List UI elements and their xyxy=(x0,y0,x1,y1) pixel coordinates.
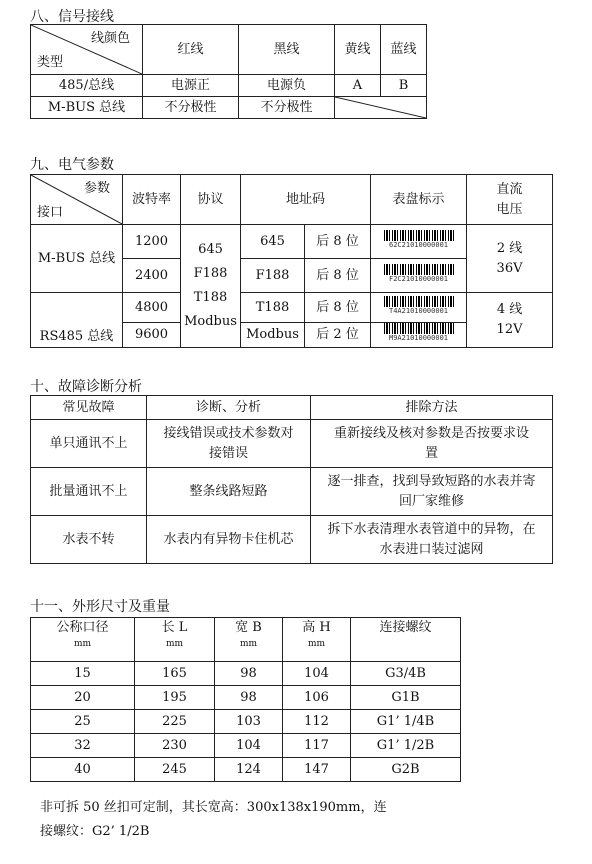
table-cell: Modbus xyxy=(241,323,305,348)
table-cell: F188 xyxy=(241,259,305,293)
text-line: 水表进口装过滤网 xyxy=(379,541,484,557)
table-cell: 9600 xyxy=(123,323,181,348)
table-cell: 32 xyxy=(31,734,135,758)
table-cell: 245 xyxy=(135,758,215,782)
interface-cell: RS485 总线 xyxy=(31,293,123,348)
protocol-cell xyxy=(181,225,241,348)
interface-cell: M-BUS 总线 xyxy=(31,225,123,293)
header-cell: 蓝线 xyxy=(381,25,427,75)
voltage-line: 2 线 xyxy=(496,241,523,256)
voltage-line: 36V xyxy=(496,260,523,276)
header-cell xyxy=(283,618,351,662)
header-cell: 常见故障 xyxy=(31,396,147,420)
barcode-number: T4A21010000001 xyxy=(389,306,449,315)
table-cell: 124 xyxy=(215,758,283,782)
text-line: 接错误 xyxy=(208,445,248,461)
header-cell: 波特率 xyxy=(123,175,181,225)
corner-bottom-label: 接口 xyxy=(37,204,64,220)
header-cell: 诊断、分析 xyxy=(147,396,311,420)
section-10-title: 十、故障诊断分析 xyxy=(30,379,142,395)
solution-cell xyxy=(311,420,553,468)
text-line: 重新接线及核对参数是否按要求设 xyxy=(333,426,529,441)
voltage-line: 12V xyxy=(496,321,523,337)
barcode-cell xyxy=(371,293,467,323)
protocol-item: 645 xyxy=(198,241,223,257)
barcode-cell xyxy=(371,323,467,348)
table-cell: 后 8 位 xyxy=(305,259,371,293)
table-cell: G1B xyxy=(351,686,461,710)
unit-label: mm xyxy=(165,638,184,649)
table-cell: G1’ 1/4B xyxy=(351,710,461,734)
header-cell xyxy=(467,175,553,225)
header-cell: 排除方法 xyxy=(311,396,553,420)
corner-top-label: 参数 xyxy=(83,181,110,196)
table-cell: A xyxy=(335,75,381,97)
diagnosis-cell: 整条线路短路 xyxy=(147,468,311,516)
table-cell: 后 2 位 xyxy=(305,323,371,348)
barcode-number: F2C21010000001 xyxy=(389,274,449,283)
table-cell: 后 8 位 xyxy=(305,225,371,259)
barcode-number: 62C21010000001 xyxy=(389,240,449,249)
header-cell: 红线 xyxy=(143,25,239,75)
table-cell: 电源负 xyxy=(239,75,335,97)
table-cell: 15 xyxy=(31,662,135,686)
table-cell: 20 xyxy=(31,686,135,710)
barcode-icon xyxy=(382,296,456,316)
header-line: 电压 xyxy=(496,201,523,217)
table-cell: T188 xyxy=(241,293,305,323)
diagnosis-cell: 水表内有异物卡住机芯 xyxy=(147,516,311,564)
table-cell: 后 8 位 xyxy=(305,293,371,323)
table-cell: 40 xyxy=(31,758,135,782)
table-cell: 104 xyxy=(283,662,351,686)
header-cell: 协议 xyxy=(181,175,241,225)
solution-cell xyxy=(311,516,553,564)
text-line: 接线错误或技术参数对 xyxy=(163,426,294,441)
table-cell: 112 xyxy=(283,710,351,734)
barcode-icon xyxy=(382,264,456,284)
header-line: 直流 xyxy=(496,182,523,197)
table-cell: 230 xyxy=(135,734,215,758)
table-cell: G1’ 1/2B xyxy=(351,734,461,758)
barcode-icon xyxy=(382,323,456,343)
header-cell: 地址码 xyxy=(241,175,371,225)
table-cell: G3/4B xyxy=(351,662,461,686)
table-cell: 645 xyxy=(241,225,305,259)
header-cell xyxy=(31,618,135,662)
unit-label: mm xyxy=(239,638,258,649)
electrical-params-table xyxy=(30,174,553,348)
corner-bottom-label: 类型 xyxy=(37,54,64,70)
protocol-item: F188 xyxy=(193,265,228,281)
unit-label: mm xyxy=(307,638,326,649)
table-cell: 电源正 xyxy=(143,75,239,97)
table-cell: 2400 xyxy=(123,259,181,293)
header-cell xyxy=(215,618,283,662)
voltage-cell xyxy=(467,293,553,348)
solution-cell xyxy=(311,468,553,516)
custom-size-note-cont: 接螺纹：G2’ 1/2B xyxy=(40,824,150,839)
protocol-item: Modbus xyxy=(184,313,237,329)
table-cell: 195 xyxy=(135,686,215,710)
header-cell: 连接螺纹 xyxy=(351,618,461,662)
table-cell: 165 xyxy=(135,662,215,686)
table-cell: 103 xyxy=(215,710,283,734)
table-cell: 98 xyxy=(215,686,283,710)
header-cell xyxy=(135,618,215,662)
header-label: 公称口径 xyxy=(56,620,109,635)
text-line: 回厂家维修 xyxy=(398,493,464,509)
text-line: 拆下水表清理水表管道中的异物，在 xyxy=(327,522,536,537)
table-corner-cell xyxy=(31,175,123,225)
voltage-line: 4 线 xyxy=(496,302,523,318)
fault-cell: 批量通讯不上 xyxy=(31,468,147,516)
header-cell: 黑线 xyxy=(239,25,335,75)
table-cell: 25 xyxy=(31,710,135,734)
table-cell: 104 xyxy=(215,734,283,758)
table-cell: 1200 xyxy=(123,225,181,259)
diagnosis-cell xyxy=(147,420,311,468)
text-line: 置 xyxy=(424,445,438,461)
table-cell: G2B xyxy=(351,758,461,782)
section-9-title: 九、电气参数 xyxy=(30,157,114,173)
table-cell: B xyxy=(381,75,427,97)
protocol-item: T188 xyxy=(193,289,228,305)
section-11-title: 十一、外形尺寸及重量 xyxy=(30,599,170,615)
table-cell: 225 xyxy=(135,710,215,734)
custom-size-note: 非可拆 50 丝扣可定制，其长宽高：300x138x190mm，连 xyxy=(40,800,387,815)
table-cell: M-BUS 总线 xyxy=(31,97,143,119)
table-cell: 不分极性 xyxy=(143,97,239,119)
header-cell: 黄线 xyxy=(335,25,381,75)
corner-top-label: 线颜色 xyxy=(90,31,130,46)
barcode-cell xyxy=(371,225,467,259)
header-label: 宽 B xyxy=(235,620,262,635)
empty-diagonal-cell xyxy=(335,97,427,119)
section-8-title: 八、信号接线 xyxy=(30,9,114,25)
dimensions-table xyxy=(30,617,461,782)
header-label: 长 L xyxy=(161,620,188,635)
fault-diagnosis-table xyxy=(30,395,553,564)
barcode-cell xyxy=(371,259,467,293)
table-corner-cell xyxy=(31,25,143,75)
voltage-cell xyxy=(467,225,553,293)
signal-wiring-table xyxy=(30,24,427,119)
text-line: 逐一排查，找到导致短路的水表并寄 xyxy=(327,474,536,489)
barcode-icon xyxy=(382,230,456,250)
table-cell: 485/总线 xyxy=(31,75,143,97)
fault-cell: 单只通讯不上 xyxy=(31,420,147,468)
header-label: 高 H xyxy=(302,620,331,635)
header-cell: 表盘标示 xyxy=(371,175,467,225)
table-cell: 不分极性 xyxy=(239,97,335,119)
table-cell: 98 xyxy=(215,662,283,686)
unit-label: mm xyxy=(73,638,92,649)
table-cell: 147 xyxy=(283,758,351,782)
table-cell: 4800 xyxy=(123,293,181,323)
table-cell: 117 xyxy=(283,734,351,758)
table-cell: 106 xyxy=(283,686,351,710)
barcode-number: M9A21010000001 xyxy=(389,334,449,342)
fault-cell: 水表不转 xyxy=(31,516,147,564)
